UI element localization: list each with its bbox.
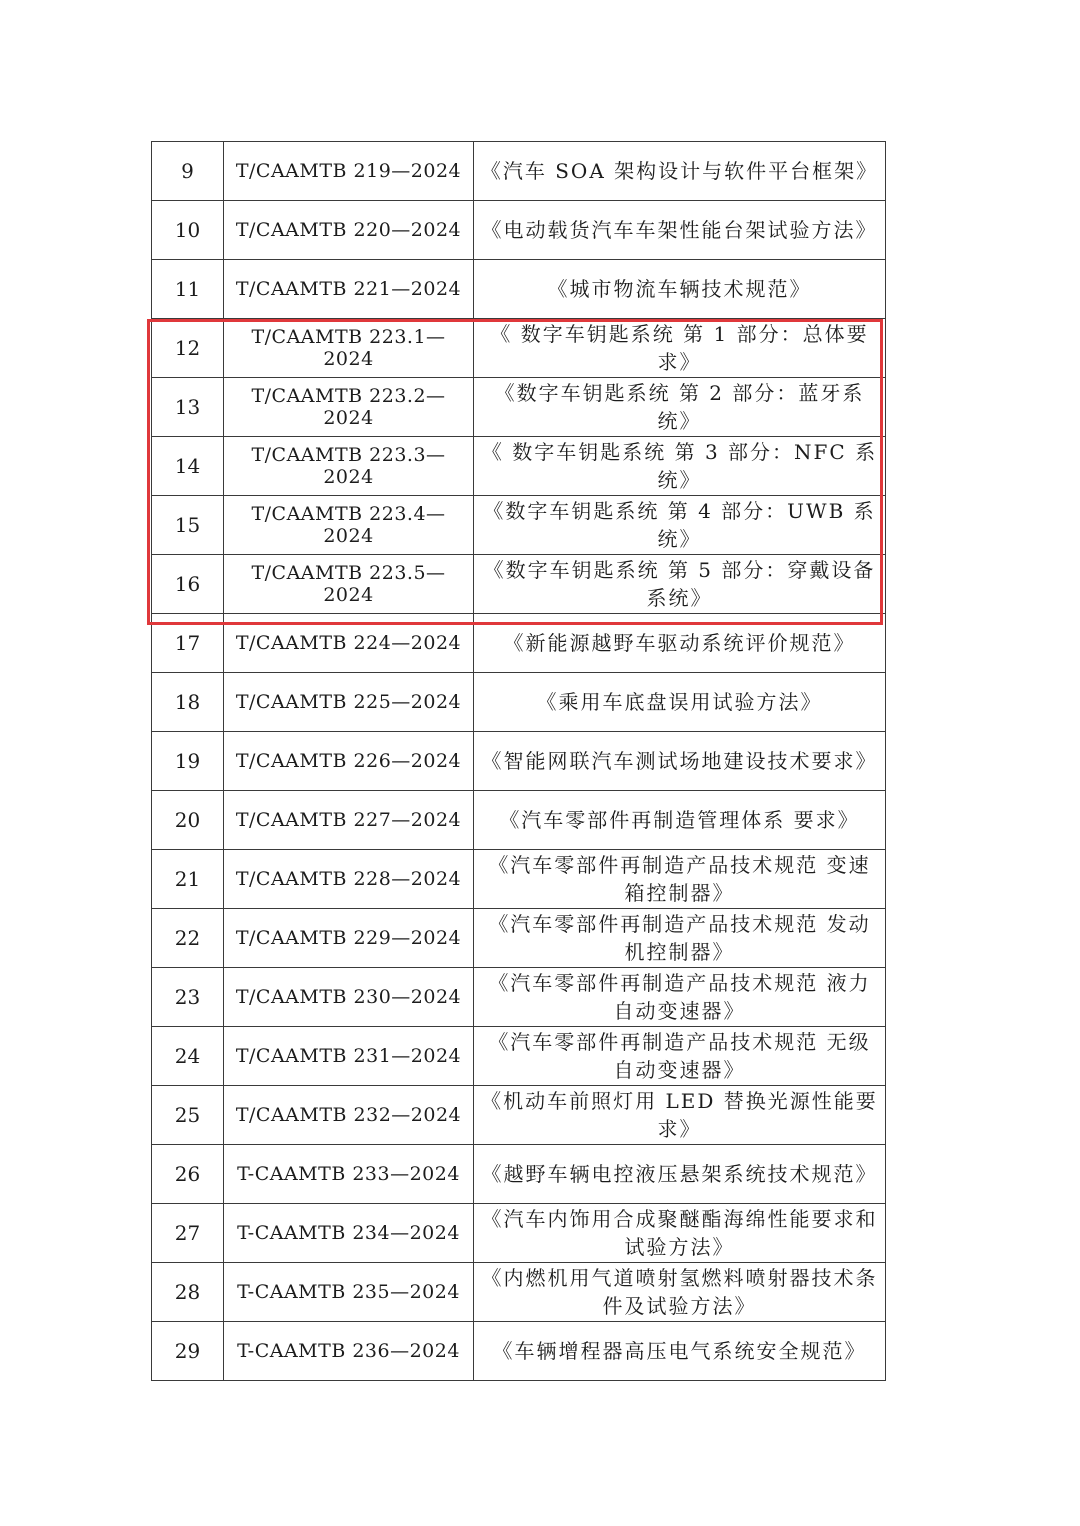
standard-title: 《汽车零部件再制造管理体系 要求》 xyxy=(474,791,886,850)
standard-code: T/CAAMTB 232—2024 xyxy=(224,1086,474,1145)
standard-code: T/CAAMTB 223.2—2024 xyxy=(224,378,474,437)
standard-code: T/CAAMTB 231—2024 xyxy=(224,1027,474,1086)
table-row xyxy=(152,673,886,732)
standard-title: 《内燃机用气道喷射氢燃料喷射器技术条件及试验方法》 xyxy=(474,1263,886,1322)
standard-code: T-CAAMTB 234—2024 xyxy=(224,1204,474,1263)
row-number: 29 xyxy=(152,1322,224,1381)
standard-title: 《 数字车钥匙系统 第 3 部分：NFC 系统》 xyxy=(474,437,886,496)
row-number: 26 xyxy=(152,1145,224,1204)
table-row xyxy=(152,1204,886,1263)
standard-title: 《汽车内饰用合成聚醚酯海绵性能要求和试验方法》 xyxy=(474,1204,886,1263)
row-number: 27 xyxy=(152,1204,224,1263)
table-row xyxy=(152,437,886,496)
standard-code: T/CAAMTB 220—2024 xyxy=(224,201,474,260)
standard-title: 《 数字车钥匙系统 第 1 部分：总体要求》 xyxy=(474,319,886,378)
standard-title: 《汽车零部件再制造产品技术规范 无级自动变速器》 xyxy=(474,1027,886,1086)
row-number: 28 xyxy=(152,1263,224,1322)
standard-code: T/CAAMTB 227—2024 xyxy=(224,791,474,850)
table-row xyxy=(152,319,886,378)
standard-title: 《机动车前照灯用 LED 替换光源性能要求》 xyxy=(474,1086,886,1145)
row-number: 15 xyxy=(152,496,224,555)
standard-title: 《乘用车底盘误用试验方法》 xyxy=(474,673,886,732)
standard-title: 《车辆增程器高压电气系统安全规范》 xyxy=(474,1322,886,1381)
row-number: 14 xyxy=(152,437,224,496)
table-row xyxy=(152,968,886,1027)
standard-title: 《数字车钥匙系统 第 2 部分：蓝牙系统》 xyxy=(474,378,886,437)
row-number: 9 xyxy=(152,142,224,201)
standard-title: 《城市物流车辆技术规范》 xyxy=(474,260,886,319)
standard-code: T/CAAMTB 221—2024 xyxy=(224,260,474,319)
row-number: 23 xyxy=(152,968,224,1027)
table-row xyxy=(152,555,886,614)
standard-title: 《智能网联汽车测试场地建设技术要求》 xyxy=(474,732,886,791)
standard-code: T/CAAMTB 223.3—2024 xyxy=(224,437,474,496)
table-row xyxy=(152,1027,886,1086)
row-number: 19 xyxy=(152,732,224,791)
standard-code: T/CAAMTB 228—2024 xyxy=(224,850,474,909)
table-row xyxy=(152,496,886,555)
standard-code: T/CAAMTB 226—2024 xyxy=(224,732,474,791)
standard-title: 《数字车钥匙系统 第 5 部分：穿戴设备系统》 xyxy=(474,555,886,614)
table-row xyxy=(152,378,886,437)
standard-code: T/CAAMTB 223.5—2024 xyxy=(224,555,474,614)
standard-title: 《汽车 SOA 架构设计与软件平台框架》 xyxy=(474,142,886,201)
row-number: 24 xyxy=(152,1027,224,1086)
row-number: 16 xyxy=(152,555,224,614)
row-number: 10 xyxy=(152,201,224,260)
standard-code: T-CAAMTB 233—2024 xyxy=(224,1145,474,1204)
standards-table-body xyxy=(152,142,886,1381)
table-row xyxy=(152,909,886,968)
table-row xyxy=(152,1086,886,1145)
row-number: 22 xyxy=(152,909,224,968)
row-number: 18 xyxy=(152,673,224,732)
table-row xyxy=(152,1322,886,1381)
standard-code: T/CAAMTB 223.4—2024 xyxy=(224,496,474,555)
table-row xyxy=(152,614,886,673)
standard-code: T/CAAMTB 225—2024 xyxy=(224,673,474,732)
table-row xyxy=(152,260,886,319)
standard-code: T/CAAMTB 224—2024 xyxy=(224,614,474,673)
table-row xyxy=(152,1263,886,1322)
standard-code: T-CAAMTB 235—2024 xyxy=(224,1263,474,1322)
standard-title: 《汽车零部件再制造产品技术规范 液力自动变速器》 xyxy=(474,968,886,1027)
standard-code: T/CAAMTB 229—2024 xyxy=(224,909,474,968)
table-row xyxy=(152,850,886,909)
table-row xyxy=(152,1145,886,1204)
standards-table xyxy=(151,141,886,1381)
table-row xyxy=(152,732,886,791)
standard-title: 《电动载货汽车车架性能台架试验方法》 xyxy=(474,201,886,260)
row-number: 13 xyxy=(152,378,224,437)
standard-code: T-CAAMTB 236—2024 xyxy=(224,1322,474,1381)
table-row xyxy=(152,201,886,260)
standard-code: T/CAAMTB 219—2024 xyxy=(224,142,474,201)
standard-title: 《数字车钥匙系统 第 4 部分：UWB 系统》 xyxy=(474,496,886,555)
standard-title: 《汽车零部件再制造产品技术规范 变速箱控制器》 xyxy=(474,850,886,909)
row-number: 20 xyxy=(152,791,224,850)
row-number: 25 xyxy=(152,1086,224,1145)
table-row xyxy=(152,142,886,201)
row-number: 21 xyxy=(152,850,224,909)
standard-title: 《越野车辆电控液压悬架系统技术规范》 xyxy=(474,1145,886,1204)
standard-title: 《汽车零部件再制造产品技术规范 发动机控制器》 xyxy=(474,909,886,968)
standard-code: T/CAAMTB 230—2024 xyxy=(224,968,474,1027)
standard-code: T/CAAMTB 223.1—2024 xyxy=(224,319,474,378)
table-row xyxy=(152,791,886,850)
standard-title: 《新能源越野车驱动系统评价规范》 xyxy=(474,614,886,673)
row-number: 12 xyxy=(152,319,224,378)
row-number: 17 xyxy=(152,614,224,673)
row-number: 11 xyxy=(152,260,224,319)
